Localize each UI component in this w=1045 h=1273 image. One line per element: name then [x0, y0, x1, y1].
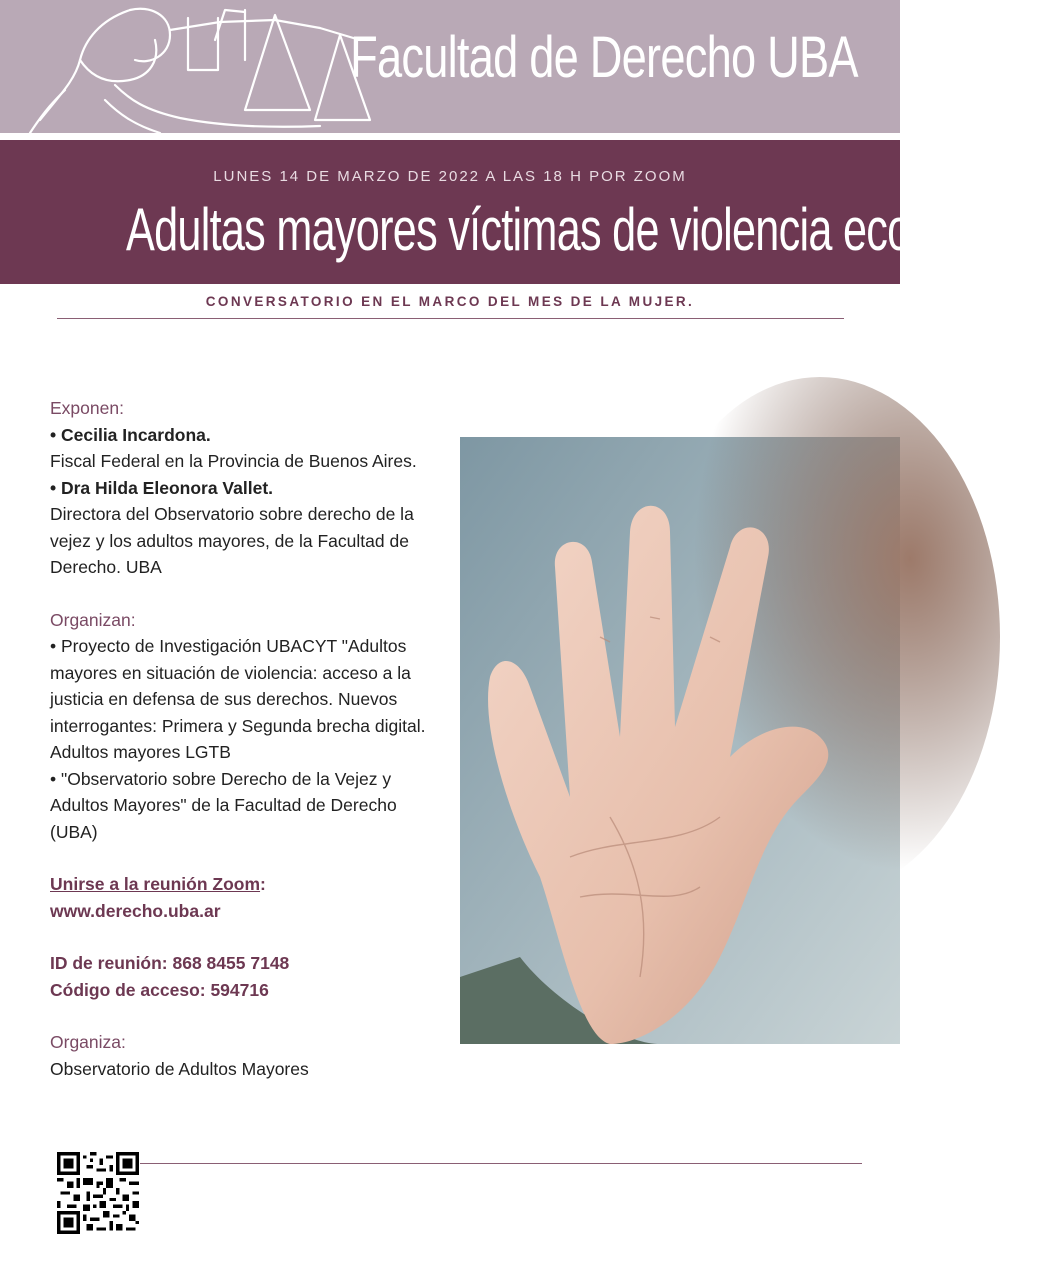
footer-divider — [140, 1163, 862, 1164]
zoom-join-line: Unirse a la reunión Zoom: — [50, 874, 266, 894]
qr-code[interactable] — [57, 1152, 139, 1234]
speaker-name: • Dra Hilda Eleonora Vallet. — [50, 477, 274, 498]
meeting-id: ID de reunión: 868 8455 7148 — [50, 953, 290, 973]
divider — [57, 318, 844, 319]
speaker-name: • Cecilia Incardona. — [50, 424, 211, 445]
zoom-url-link[interactable]: www.derecho.uba.ar — [50, 900, 221, 921]
organizer-heading: Organiza: — [50, 1032, 126, 1052]
organizer-item: • "Observatorio sobre Derecho de la Vejez y Adultos Mayores" de la Facultad de Derecho (UBA) — [50, 768, 397, 842]
header-band — [0, 0, 900, 133]
zoom-join-link[interactable]: Unirse a la reunión Zoom — [50, 874, 261, 894]
raised-hand-photo — [460, 437, 900, 1044]
speakers-heading: Exponen: — [50, 398, 124, 418]
organizer-name: Observatorio de Adultos Mayores — [50, 1058, 309, 1079]
event-title: Adultas mayores víctimas de violencia económica — [126, 196, 1045, 263]
event-subtitle: CONVERSATORIO EN EL MARCO DEL MES DE LA MUJER. — [205, 294, 695, 309]
organizers-heading: Organizan: — [50, 609, 136, 630]
faculty-title: Facultad de Derecho UBA — [350, 25, 858, 90]
justice-figure-logo — [20, 0, 380, 133]
access-code: Código de acceso: 594716 — [50, 979, 269, 1000]
event-banner — [0, 140, 1045, 284]
details-column — [50, 395, 445, 1082]
event-date: LUNES 14 DE MARZO DE 2022 A LAS 18 H POR ZOOM — [213, 168, 687, 185]
organizer-item: • Proyecto de Investigación UBACYT "Adultos mayores en situación de violencia: acceso a la justicia en defensa de sus derechos. Nuevos interrogantes: Primera y Segunda brecha digital. Adultos mayores LGTB — [50, 636, 426, 762]
speaker-role: Directora del Observatorio sobre derecho de la vejez y los adultos mayores, de la Facultad de Derecho. UBA — [50, 504, 414, 577]
speaker-role: Fiscal Federal en la Provincia de Buenos Aires. — [50, 451, 417, 471]
